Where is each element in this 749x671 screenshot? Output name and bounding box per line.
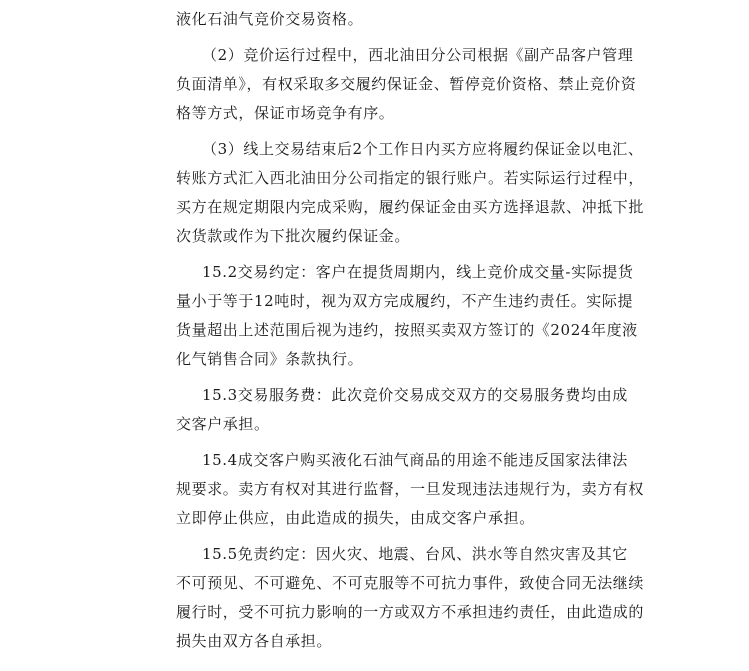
text-line: 量小于等于12吨时，视为双方完成履约，不产生违约责任。实际提: [176, 292, 634, 310]
text-line: 货量超出上述范围后视为违约，按照买卖双方签订的《2024年度液: [176, 321, 638, 339]
text-line: 交客户承担。: [176, 415, 270, 433]
text-line: 转账方式汇入西北油田分公司指定的银行账户。若实际运行过程中，: [176, 169, 645, 187]
text-line: （3）线上交易结束后2个工作日内买方应将履约保证金以电汇、: [202, 140, 644, 158]
text-line: 格等方式，保证市场竞争有序。: [176, 104, 395, 122]
text-line: 立即停止供应，由此造成的损失，由成交客户承担。: [176, 509, 535, 527]
text-line: 损失由双方各自承担。: [176, 632, 333, 650]
text-line: 液化石油气竞价交易资格。: [176, 10, 364, 28]
text-line: 化气销售合同》条款执行。: [176, 350, 364, 368]
text-line: 15.4成交客户购买液化石油气商品的用途不能违反国家法律法: [202, 451, 628, 469]
text-line: 买方在规定期限内完成采购，履约保证金由买方选择退款、冲抵下批: [176, 198, 645, 216]
text-line: 15.3交易服务费：此次竞价交易成交双方的交易服务费均由成: [202, 386, 628, 404]
text-line: 负面清单》，有权采取多交履约保证金、暂停竞价资格、禁止竞价资: [176, 75, 637, 93]
text-line: 不可预见、不可避免、不可克服等不可抗力事件，致使合同无法继续: [176, 574, 645, 592]
text-line: （2）竞价运行过程中，西北油田分公司根据《副产品客户管理: [202, 46, 634, 64]
text-line: 15.2交易约定：客户在提货周期内，线上竞价成交量-实际提货: [202, 263, 634, 281]
text-line: 规要求。卖方有权对其进行监督，一旦发现违法违规行为，卖方有权: [176, 480, 645, 498]
text-line: 履行时，受不可抗力影响的一方或双方不承担违约责任，由此造成的: [176, 603, 645, 621]
text-line: 15.5免责约定：因火灾、地震、台风、洪水等自然灾害及其它: [202, 545, 628, 563]
text-line: 次货款或作为下批次履约保证金。: [176, 227, 411, 245]
